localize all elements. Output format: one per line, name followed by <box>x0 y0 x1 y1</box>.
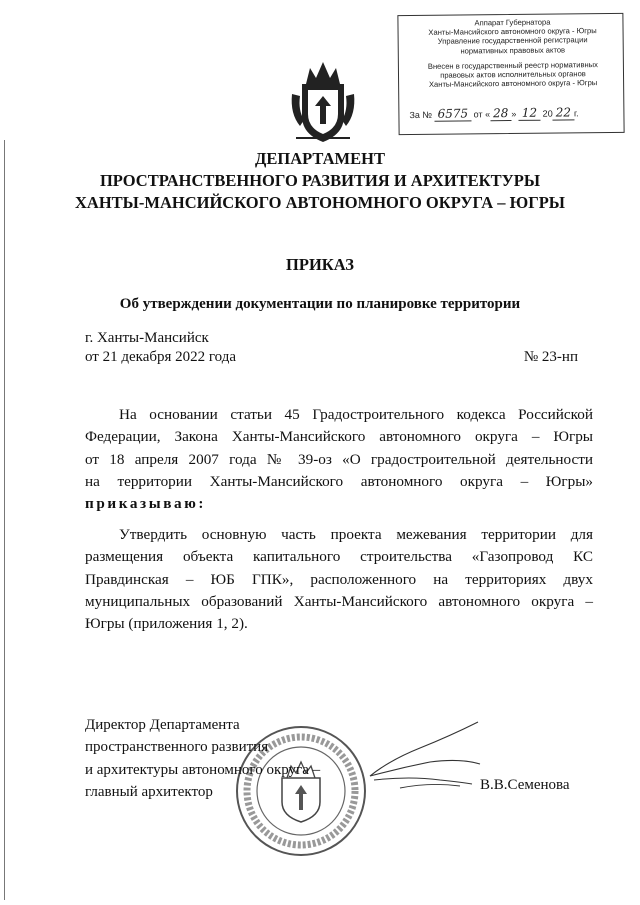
stamp-line: Управление государственной регистрации <box>437 35 588 47</box>
reg-year-prefix: 20 <box>542 108 553 119</box>
paragraph-line: на территории Ханты-Мансийского автономного округа – Югры» <box>85 472 593 490</box>
city: г. Ханты-Мансийск <box>85 330 209 346</box>
stamp-line: нормативных правовых актов <box>460 45 566 56</box>
document-type: ПРИКАЗ <box>286 255 354 274</box>
signatory-name: В.В.Семенова <box>480 777 570 793</box>
paragraph-line: Югры (приложения 1, 2). <box>85 615 248 633</box>
paragraph-line: Федерации, Закона Ханты-Мансийского автономного округа – Югры <box>85 428 593 446</box>
stamp-registration-number <box>409 105 619 121</box>
decision-paragraph <box>85 524 593 635</box>
position-line: Директор Департамента <box>85 717 240 733</box>
paragraph-line: размещения объекта капитального строительства «Газопровод КС <box>85 548 593 566</box>
handwritten-signature <box>360 718 500 808</box>
coat-of-arms-icon <box>288 54 358 146</box>
document-number: № 23-нп <box>523 349 578 365</box>
paragraph-line: Утвердить основную часть проекта межевания территории для <box>119 526 593 543</box>
document-subject: Об утверждении документации по планировке территории <box>119 296 521 312</box>
stamp-line: Ханты-Мансийского автономного округа - Югры <box>428 78 598 90</box>
reg-month: 12 <box>519 106 540 121</box>
paragraph-line: На основании статьи 45 Градостроительного кодекса Российской <box>119 406 593 423</box>
reg-from: от « <box>473 109 491 120</box>
position-line: главный архитектор <box>85 783 213 800</box>
header-line: ХАНТЫ-МАНСИЙСКОГО АВТОНОМНОГО ОКРУГА – ЮГРЫ <box>75 193 565 212</box>
reg-prefix: За № <box>409 109 433 121</box>
paragraph-line: от 18 апреля 2007 года № 39-оз «О градостроительной деятельности <box>85 450 593 468</box>
scan-edge <box>4 140 5 900</box>
paragraph-line: муниципальных образований Ханты-Мансийского автономного округа – <box>85 592 593 610</box>
stamp-line: Ханты-Мансийского автономного округа - Югры <box>428 26 597 38</box>
registration-stamp <box>397 13 624 135</box>
paragraph-line: Правдинская – ЮБ ГПК», расположенного на территориях двух <box>85 570 593 588</box>
header-line: ДЕПАРТАМЕНТ <box>255 149 385 168</box>
reg-close: » <box>511 108 517 119</box>
header-line: ПРОСТРАНСТВЕННОГО РАЗВИТИЯ И АРХИТЕКТУРЫ <box>99 171 541 190</box>
basis-paragraph <box>85 404 593 515</box>
reg-year: 22 <box>553 105 574 120</box>
position-line: и архитектуры автономного округа – <box>85 761 321 778</box>
document-date: от 21 декабря 2022 года <box>85 349 237 365</box>
department-header <box>60 148 580 214</box>
stamp-line: Аппарат Губернатора <box>474 17 551 28</box>
reg-day: 28 <box>490 106 511 121</box>
stamp-line: Внесен в государственный реестр нормативных <box>427 59 598 71</box>
signatory-position <box>85 714 320 803</box>
reg-number: 6575 <box>434 106 471 121</box>
order-word: приказываю: <box>85 495 207 513</box>
position-line: пространственного развития <box>85 739 269 756</box>
reg-year-suffix: г. <box>573 108 579 119</box>
stamp-line: правовых актов исполнительных органов <box>440 69 586 80</box>
